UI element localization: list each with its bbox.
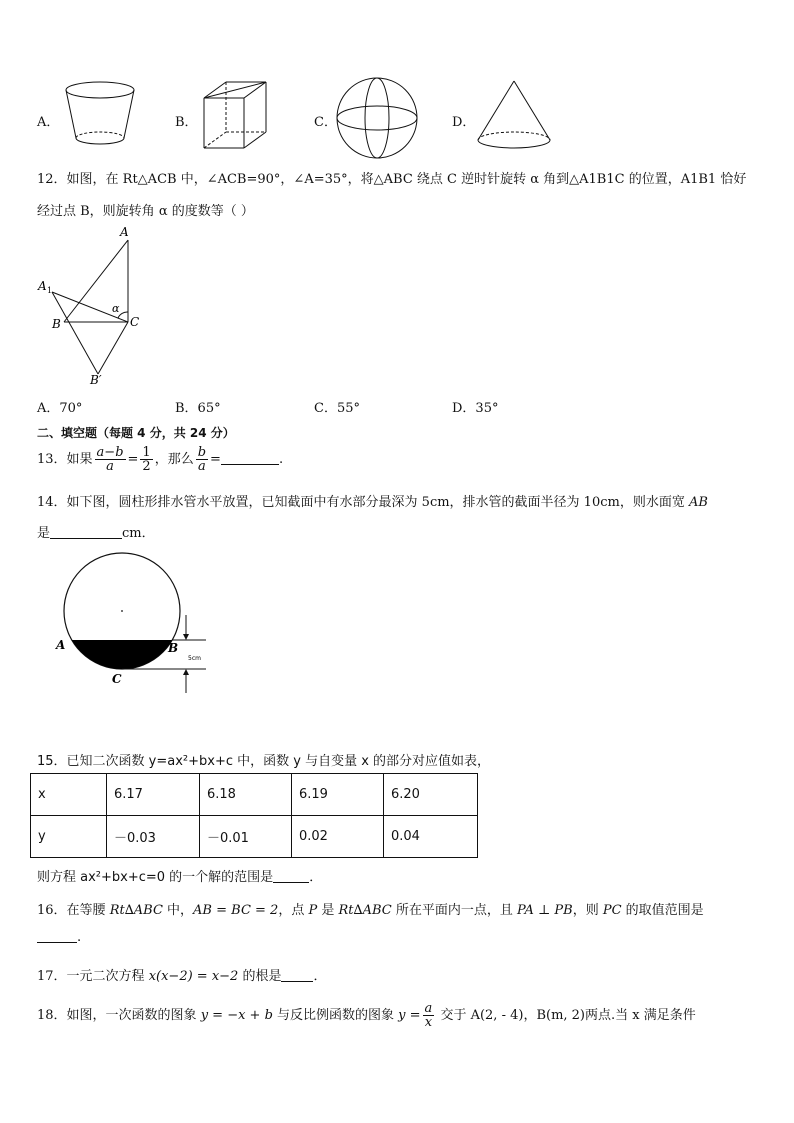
q13-equals-2: = [210, 452, 221, 467]
label-b: B [52, 317, 61, 331]
q13-answer-blank[interactable] [221, 452, 279, 465]
q13-end: . [278, 452, 284, 467]
q13-frac1-num: a−b [96, 445, 124, 460]
q16-text-a: 16．在等腰 [37, 903, 110, 918]
q16-math-l: PC [602, 903, 622, 918]
q14-var-ab: AB [688, 495, 708, 510]
q14-line2 [37, 522, 155, 541]
triangular-prism-figure [198, 78, 278, 154]
q16-text-m: 的取值范围是 [621, 903, 704, 918]
table-row [31, 816, 478, 858]
table-cell: x [31, 774, 107, 816]
q12-stem-line1: 12．如图，在 Rt△ACB 中，∠ACB=90°，∠A=35°，将△ABC 绕点 C 逆时针旋转 α 角到△A1B1C 的位置，A1B1 恰好 [37, 172, 747, 187]
q17-end: ． [313, 969, 327, 984]
q12-option-a: A．70° [37, 401, 83, 416]
pipe-label-c: C [112, 672, 122, 686]
table-row [31, 774, 478, 816]
q13-fraction-1 [95, 446, 126, 473]
q13-fraction-3 [196, 446, 208, 473]
q16-line2 [37, 930, 81, 945]
table-cell: 6.17 [107, 774, 200, 816]
q18-fraction [423, 1002, 435, 1029]
table-cell: y [31, 816, 107, 858]
q18-frac-den: x [424, 1015, 433, 1030]
q13-prefix: 13．如果 [37, 452, 93, 467]
q14-line2-suffix: cm． [122, 526, 155, 541]
q12-stem-line2: 经过点 B，则旋转角 α 的度数等（ ） [37, 204, 254, 219]
q13-mid: ，那么 [154, 452, 194, 467]
q16-line1 [37, 899, 704, 918]
q16-math-j: PA ⊥ PB [516, 903, 573, 918]
q18-line [37, 1002, 696, 1029]
q15-answer-blank[interactable] [273, 870, 309, 883]
label-a: A [120, 225, 129, 239]
q18-y-equals: y = [398, 1008, 421, 1023]
q14-line1 [37, 491, 708, 510]
q16-text-c: 中， [162, 903, 194, 918]
q15-after-end: ． [309, 870, 323, 885]
q12-option-b: B．65° [175, 401, 221, 416]
rotation-triangle-figure [34, 222, 154, 386]
q11-option-a: A． [37, 115, 60, 130]
q11-option-c: C． [314, 115, 337, 130]
q16-math-f: P [308, 903, 318, 918]
q13-frac3-num: b [197, 445, 207, 460]
q13-line [37, 446, 283, 473]
q13-fraction-2 [140, 446, 152, 473]
q17-line [37, 965, 326, 984]
q13-frac1-den: a [106, 459, 114, 474]
pipe-dim-label: 5cm [188, 655, 201, 662]
q17-suffix: 的根是 [238, 969, 282, 984]
q15-after [37, 866, 322, 885]
table-cell: 0.02 [292, 816, 384, 858]
q18-text-a: 18．如图，一次函数的图象 [37, 1008, 201, 1023]
table-cell: 6.19 [292, 774, 384, 816]
q13-frac3-den: a [198, 459, 206, 474]
q16-text-k: ，则 [572, 903, 603, 918]
q16-answer-blank[interactable] [37, 930, 77, 943]
q17-equation: x(x−2) = x−2 [148, 969, 239, 984]
q16-text-i: 所在平面内一点，且 [391, 903, 517, 918]
q15-value-table [30, 773, 478, 858]
q12-option-c: C．55° [314, 401, 360, 416]
table-cell: 0.04 [384, 816, 478, 858]
q15-stem: 15．已知二次函数 y=ax²+bx+c 中，函数 y 与自变量 x 的部分对应值如表， [37, 754, 491, 769]
label-alpha: α [112, 302, 120, 315]
label-c: C [130, 315, 140, 329]
q11-option-d: D． [452, 115, 476, 130]
pipe-label-b: B [168, 641, 179, 655]
label-b-prime: B′ [90, 373, 102, 386]
pipe-label-a: A [56, 638, 66, 652]
label-a1: A [38, 279, 47, 293]
sphere-figure [334, 75, 420, 161]
q17-answer-blank[interactable] [281, 969, 313, 982]
q16-math-b: Rt∆ABC [109, 903, 163, 918]
q14-answer-blank[interactable] [50, 526, 122, 539]
q15-after-text: 则方程 ax²+bx+c=0 的一个解的范围是 [37, 870, 274, 885]
q16-end: . [77, 930, 82, 945]
q18-text-c: 与反比例函数的图象 [272, 1008, 399, 1023]
q16-math-d: AB = BC = 2 [193, 903, 279, 918]
table-cell: －0.01 [200, 816, 292, 858]
q16-math-h: Rt∆ABC [338, 903, 392, 918]
q14-line1-text: 14．如下图，圆柱形排水管水平放置，已知截面中有水部分最深为 5cm，排水管的截面半径为 10cm，则水面宽 [37, 495, 689, 510]
q13-frac2-num: 1 [142, 445, 151, 460]
q11-option-b: B． [175, 115, 198, 130]
frustum-figure [60, 78, 144, 150]
q18-frac-num: a [424, 1001, 433, 1016]
q16-text-g: 是 [317, 903, 339, 918]
table-cell: －0.03 [107, 816, 200, 858]
pipe-cross-section-figure [50, 545, 220, 695]
section-heading: 二、填空题（每题 4 分，共 24 分） [37, 426, 235, 440]
q18-text-e: 交于 A(2, - 4)，B(m, 2)两点.当 x 满足条件 [436, 1008, 696, 1023]
q18-linear-function: y = −x + b [200, 1008, 273, 1023]
label-a1-subscript: 1 [47, 286, 53, 295]
q13-frac2-den: 2 [142, 459, 151, 474]
table-cell: 6.20 [384, 774, 478, 816]
q14-line2-prefix: 是 [37, 526, 51, 541]
table-cell: 6.18 [200, 774, 292, 816]
q13-equals: = [127, 452, 139, 467]
q16-text-e: ，点 [278, 903, 309, 918]
cone-figure [472, 78, 558, 152]
q17-prefix: 17．一元二次方程 [37, 969, 149, 984]
q12-option-d: D．35° [452, 401, 499, 416]
